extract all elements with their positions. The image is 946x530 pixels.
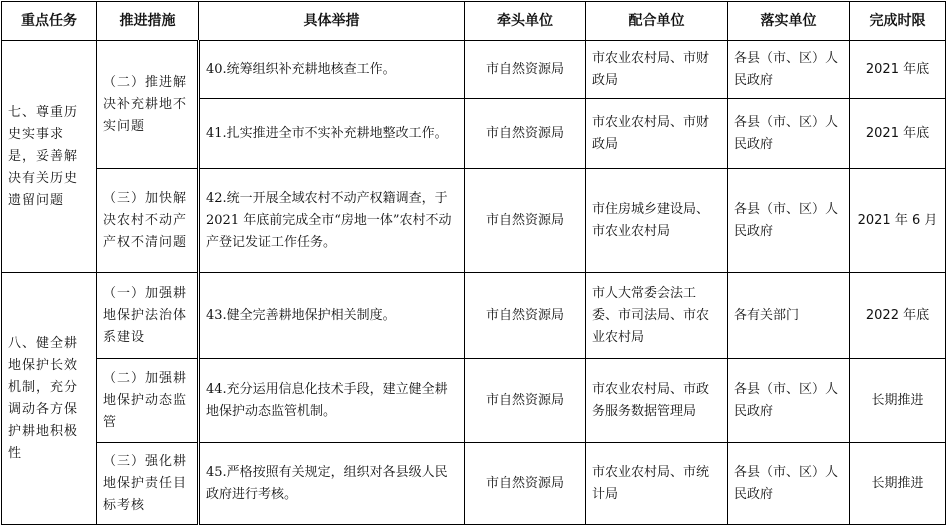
header-key-task: 重点任务 xyxy=(2,2,97,41)
measure-cell: （二）加强耕地保护动态监管 xyxy=(97,359,199,443)
table-row xyxy=(2,273,946,359)
task-table xyxy=(1,1,946,525)
deadline-cell: 2021 年 6 月 xyxy=(850,169,946,273)
coop-unit-cell: 市住房城乡建设局、市农业农村局 xyxy=(586,169,728,273)
impl-unit-cell: 各县（市、区）人民政府 xyxy=(728,443,850,525)
deadline-cell: 2021 年底 xyxy=(850,99,946,169)
header-impl-unit: 落实单位 xyxy=(728,2,850,41)
impl-unit-cell: 各县（市、区）人民政府 xyxy=(728,169,850,273)
impl-unit-cell: 各县（市、区）人民政府 xyxy=(728,41,850,99)
detail-cell: 41.扎实推进全市不实补充耕地整改工作。 xyxy=(199,99,465,169)
header-deadline: 完成时限 xyxy=(850,2,946,41)
detail-cell: 40.统筹组织补充耕地核查工作。 xyxy=(199,41,465,99)
lead-unit-cell: 市自然资源局 xyxy=(465,273,586,359)
measure-cell: （一）加强耕地保护法治体系建设 xyxy=(97,273,199,359)
header-row xyxy=(2,2,946,41)
deadline-cell: 长期推进 xyxy=(850,359,946,443)
detail-cell: 44.充分运用信息化技术手段，建立健全耕地保护动态监管机制。 xyxy=(199,359,465,443)
measure-cell: （二）推进解决补充耕地不实问题 xyxy=(97,41,199,169)
coop-unit-cell: 市农业农村局、市财政局 xyxy=(586,99,728,169)
lead-unit-cell: 市自然资源局 xyxy=(465,99,586,169)
key-task-cell: 七、尊重历史实事求是，妥善解决有关历史遗留问题 xyxy=(2,41,97,273)
impl-unit-cell: 各县（市、区）人民政府 xyxy=(728,359,850,443)
coop-unit-cell: 市农业农村局、市财政局 xyxy=(586,41,728,99)
deadline-cell: 长期推进 xyxy=(850,443,946,525)
header-detail: 具体举措 xyxy=(199,2,465,41)
lead-unit-cell: 市自然资源局 xyxy=(465,169,586,273)
table-row xyxy=(2,41,946,99)
lead-unit-cell: 市自然资源局 xyxy=(465,41,586,99)
impl-unit-cell: 各县（市、区）人民政府 xyxy=(728,99,850,169)
detail-cell: 45.严格按照有关规定，组织对各县级人民政府进行考核。 xyxy=(199,443,465,525)
coop-unit-cell: 市农业农村局、市统计局 xyxy=(586,443,728,525)
header-lead-unit: 牵头单位 xyxy=(465,2,586,41)
table-row xyxy=(2,169,946,273)
deadline-cell: 2021 年底 xyxy=(850,41,946,99)
deadline-cell: 2022 年底 xyxy=(850,273,946,359)
lead-unit-cell: 市自然资源局 xyxy=(465,359,586,443)
lead-unit-cell: 市自然资源局 xyxy=(465,443,586,525)
measure-cell: （三）加快解决农村不动产产权不清问题 xyxy=(97,169,199,273)
header-coop-unit: 配合单位 xyxy=(586,2,728,41)
header-measure: 推进措施 xyxy=(97,2,199,41)
detail-cell: 43.健全完善耕地保护相关制度。 xyxy=(199,273,465,359)
key-task-cell: 八、健全耕地保护长效机制，充分调动各方保护耕地积极性 xyxy=(2,273,97,525)
coop-unit-cell: 市农业农村局、市政务服务数据管理局 xyxy=(586,359,728,443)
measure-cell: （三）强化耕地保护责任目标考核 xyxy=(97,443,199,525)
coop-unit-cell: 市人大常委会法工委、市司法局、市农业农村局 xyxy=(586,273,728,359)
impl-unit-cell: 各有关部门 xyxy=(728,273,850,359)
detail-cell: 42.统一开展全域农村不动产权籍调查，于 2021 年底前完成全市“房地一体”农村不动产登记发证工作任务。 xyxy=(199,169,465,273)
table-row xyxy=(2,443,946,525)
table-row xyxy=(2,359,946,443)
